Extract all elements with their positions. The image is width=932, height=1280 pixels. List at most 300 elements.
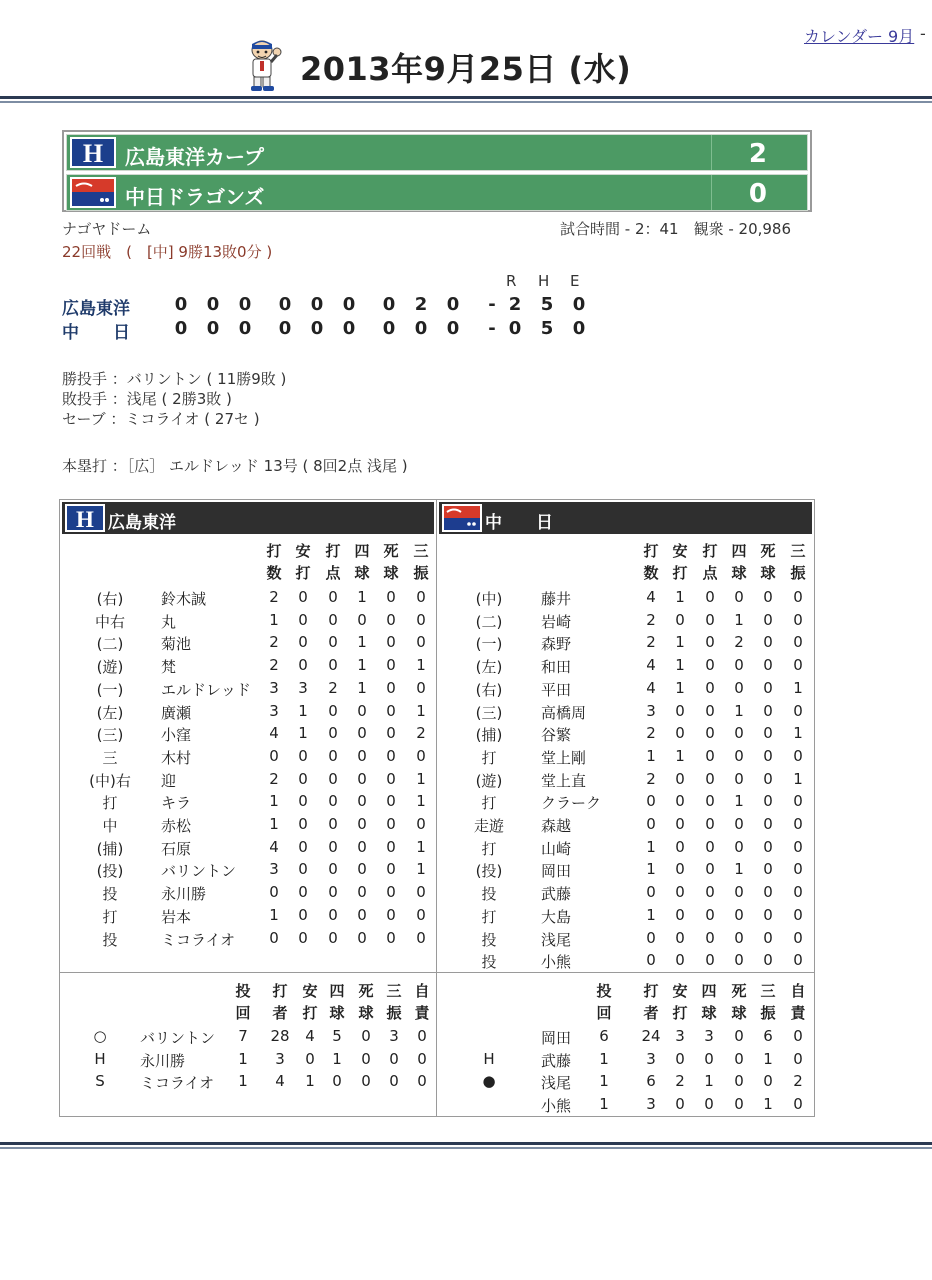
batter-stat: 1 bbox=[357, 678, 367, 697]
pitcher-stat: 3 bbox=[675, 1027, 685, 1045]
batter-stat: 1 bbox=[416, 701, 426, 720]
batter-stat: 0 bbox=[328, 724, 338, 743]
batter-stat: 0 bbox=[328, 701, 338, 720]
batter-stat: 0 bbox=[793, 928, 803, 947]
pitcher-stat: 0 bbox=[734, 1027, 744, 1045]
batter-stat: 1 bbox=[357, 588, 367, 606]
pitch-header: 打 bbox=[272, 982, 288, 1000]
linescore-header-r: R bbox=[506, 272, 517, 290]
batter-stat: 0 bbox=[386, 860, 396, 879]
batter-stat: 0 bbox=[734, 678, 744, 697]
pitcher-stat: 1 bbox=[763, 1049, 773, 1068]
pitcher-stat: 0 bbox=[793, 1049, 803, 1068]
batter-stat: 0 bbox=[705, 905, 715, 924]
pitcher-stat: 1 bbox=[599, 1049, 609, 1068]
batter-stat: 0 bbox=[734, 815, 744, 833]
batter-name: キラ bbox=[161, 794, 192, 813]
batter-stat: 0 bbox=[357, 769, 367, 788]
bat-header: 打 bbox=[266, 542, 282, 560]
pitcher-name: 永川勝 bbox=[140, 1051, 186, 1070]
batter-stat: 1 bbox=[269, 815, 279, 833]
pitcher-stat: 0 bbox=[389, 1072, 399, 1091]
pitcher-name: 岡田 bbox=[541, 1029, 572, 1047]
batter-name: エルドレッド bbox=[161, 680, 251, 699]
batter-stat: 0 bbox=[298, 905, 308, 924]
pitch-header: 投 bbox=[235, 982, 251, 1000]
batter-stat: 1 bbox=[734, 792, 744, 811]
batter-stat: 2 bbox=[646, 610, 656, 629]
batter-name: 迎 bbox=[161, 771, 177, 790]
batter-stat: 0 bbox=[269, 928, 279, 947]
batter-stat: 0 bbox=[763, 860, 773, 879]
bat-header: 安 bbox=[295, 542, 311, 560]
batter-stat: 3 bbox=[298, 678, 308, 697]
linescore-row bbox=[62, 294, 622, 319]
pitcher-stat: 1 bbox=[238, 1049, 248, 1068]
pitcher-stat: 0 bbox=[704, 1049, 714, 1068]
batter-position: (中) bbox=[475, 590, 503, 608]
pitcher-stat: 1 bbox=[599, 1072, 609, 1091]
batter-stat: 0 bbox=[646, 928, 656, 947]
batter-stat: 0 bbox=[763, 610, 773, 629]
batter-position: 投 bbox=[481, 953, 497, 972]
batter-position: (三) bbox=[475, 703, 503, 722]
batter-name: 森野 bbox=[541, 635, 572, 654]
linescore-header-h: H bbox=[538, 272, 550, 290]
pitcher-stat: 0 bbox=[763, 1072, 773, 1091]
calendar-link[interactable]: カレンダー 9月 bbox=[804, 27, 915, 46]
pitcher-name: 武藤 bbox=[541, 1051, 572, 1070]
batter-stat: 0 bbox=[357, 792, 367, 811]
pitch-header: 死 bbox=[731, 982, 747, 1000]
pitch-header: 安 bbox=[672, 982, 688, 1000]
batter-stat: 0 bbox=[386, 928, 396, 947]
batter-stat: 0 bbox=[705, 746, 715, 765]
pitcher-stat: 0 bbox=[793, 1027, 803, 1045]
batter-position: 投 bbox=[481, 885, 497, 904]
batter-stat: 0 bbox=[357, 610, 367, 629]
pitcher-stat: 0 bbox=[417, 1027, 427, 1045]
pitcher-stat: 1 bbox=[238, 1072, 248, 1091]
batter-stat: 0 bbox=[416, 588, 426, 606]
batter-stat: 0 bbox=[675, 769, 685, 788]
batter-stat: 0 bbox=[416, 678, 426, 697]
batter-stat: 0 bbox=[357, 701, 367, 720]
pitcher-stat: 0 bbox=[361, 1072, 371, 1091]
pitch-header: 回 bbox=[596, 1004, 612, 1022]
batter-position: (中)右 bbox=[89, 771, 131, 790]
pitcher-mark: S bbox=[95, 1072, 105, 1091]
batter-stat: 1 bbox=[416, 656, 426, 675]
batter-stat: 1 bbox=[646, 860, 656, 879]
linescore-inning-cell: 0 bbox=[342, 318, 356, 339]
batter-name: 堂上直 bbox=[541, 771, 587, 790]
batter-stat: 1 bbox=[416, 860, 426, 879]
linescore-inning-cell: 2 bbox=[414, 294, 428, 315]
batter-stat: 0 bbox=[328, 746, 338, 765]
team-name-away: 中日ドラゴンズ bbox=[125, 185, 265, 209]
batter-name: 菊池 bbox=[161, 635, 192, 654]
pitcher-stat: 28 bbox=[270, 1027, 290, 1045]
batter-stat: 0 bbox=[763, 746, 773, 765]
box-head-dragons bbox=[439, 502, 812, 534]
pitch-header: 四 bbox=[701, 982, 717, 1000]
venue: ナゴヤドーム bbox=[62, 220, 152, 238]
batter-stat: 4 bbox=[269, 837, 279, 856]
pitcher-mark: ○ bbox=[93, 1027, 107, 1045]
batter-stat: 1 bbox=[646, 837, 656, 856]
batter-stat: 2 bbox=[328, 678, 338, 697]
pitcher-name: ミコライオ bbox=[140, 1074, 215, 1093]
pitcher-stat: 0 bbox=[305, 1049, 315, 1068]
batter-stat: 1 bbox=[298, 724, 308, 743]
batter-stat: 0 bbox=[734, 656, 744, 675]
winning-pitcher: 勝投手 ：バリントン ( 11勝9敗 ) bbox=[62, 370, 287, 388]
pitch-header: 球 bbox=[358, 1004, 374, 1022]
batter-stat: 0 bbox=[705, 837, 715, 856]
batter-stat: 0 bbox=[705, 610, 715, 629]
batter-stat: 0 bbox=[646, 792, 656, 811]
batter-stat: 0 bbox=[298, 860, 308, 879]
batter-stat: 0 bbox=[763, 656, 773, 675]
bat-header: 打 bbox=[325, 542, 341, 560]
svg-text:H: H bbox=[76, 507, 94, 532]
pitch-header: 四 bbox=[329, 982, 345, 1000]
bat-header: 球 bbox=[731, 564, 747, 582]
batter-stat: 0 bbox=[646, 883, 656, 902]
batter-stat: 2 bbox=[269, 633, 279, 652]
pitch-header: 者 bbox=[643, 1004, 659, 1022]
linescore-row bbox=[62, 318, 622, 343]
bat-header: 四 bbox=[354, 542, 370, 560]
pitcher-stat: 1 bbox=[599, 1095, 609, 1114]
pitcher-stat: 0 bbox=[734, 1095, 744, 1114]
pitcher-stat: 0 bbox=[361, 1027, 371, 1045]
score-row-home bbox=[66, 134, 808, 171]
batter-stat: 0 bbox=[646, 815, 656, 833]
batter-stat: 0 bbox=[298, 633, 308, 652]
batter-stat: 1 bbox=[675, 656, 685, 675]
batter-stat: 0 bbox=[357, 837, 367, 856]
batter-stat: 0 bbox=[705, 951, 715, 970]
batter-stat: 0 bbox=[793, 701, 803, 720]
batter-stat: 0 bbox=[298, 746, 308, 765]
batter-position: (一) bbox=[96, 680, 124, 699]
pitching-separator bbox=[437, 972, 814, 973]
batter-stat: 0 bbox=[675, 792, 685, 811]
batter-position: (一) bbox=[475, 635, 503, 654]
box-head-carp bbox=[62, 502, 434, 534]
batter-stat: 0 bbox=[763, 633, 773, 652]
linescore-inning-cell: 0 bbox=[174, 294, 188, 315]
pitcher-stat: 0 bbox=[734, 1049, 744, 1068]
batter-stat: 0 bbox=[675, 928, 685, 947]
batter-stat: 0 bbox=[793, 746, 803, 765]
batter-stat: 0 bbox=[328, 610, 338, 629]
bat-header: 三 bbox=[413, 542, 429, 560]
pitcher-stat: 0 bbox=[793, 1095, 803, 1114]
pitch-header: 球 bbox=[731, 1004, 747, 1022]
pitcher-stat: 0 bbox=[675, 1049, 685, 1068]
batter-stat: 3 bbox=[269, 701, 279, 720]
batter-stat: 4 bbox=[646, 656, 656, 675]
batter-position: 中 bbox=[102, 817, 118, 835]
batter-stat: 0 bbox=[793, 951, 803, 970]
batter-stat: 0 bbox=[298, 588, 308, 606]
batter-stat: 1 bbox=[675, 588, 685, 606]
batter-stat: 0 bbox=[763, 815, 773, 833]
bat-header: 打 bbox=[643, 542, 659, 560]
batter-stat: 0 bbox=[357, 905, 367, 924]
batter-stat: 0 bbox=[675, 610, 685, 629]
score-row-away bbox=[66, 174, 808, 211]
bat-header: 球 bbox=[760, 564, 776, 582]
batter-position: (二) bbox=[96, 635, 124, 654]
linescore-inning-cell: 0 bbox=[238, 318, 252, 339]
batter-stat: 0 bbox=[705, 678, 715, 697]
batter-stat: 0 bbox=[793, 633, 803, 652]
batter-name: 山崎 bbox=[541, 839, 572, 858]
linescore-inning-cell: 0 bbox=[446, 318, 460, 339]
batter-stat: 0 bbox=[386, 792, 396, 811]
pitch-header: 責 bbox=[414, 1004, 430, 1022]
batter-stat: 0 bbox=[675, 724, 685, 743]
batter-name: ミコライオ bbox=[161, 930, 236, 949]
batter-stat: 2 bbox=[734, 633, 744, 652]
batter-stat: 0 bbox=[763, 928, 773, 947]
linescore-team: 中 日 bbox=[62, 323, 130, 343]
batter-stat: 0 bbox=[298, 883, 308, 902]
batter-stat: 0 bbox=[793, 815, 803, 833]
batter-stat: 0 bbox=[675, 951, 685, 970]
batter-stat: 0 bbox=[386, 701, 396, 720]
batter-stat: 0 bbox=[705, 701, 715, 720]
pitch-header: 自 bbox=[790, 982, 806, 1000]
batter-position: (二) bbox=[475, 612, 503, 631]
mascot-icon bbox=[244, 38, 284, 92]
bottom-divider bbox=[0, 1142, 932, 1149]
batter-stat: 0 bbox=[386, 769, 396, 788]
linescore-inning-cell: 0 bbox=[382, 318, 396, 339]
batter-stat: 2 bbox=[646, 633, 656, 652]
batter-stat: 1 bbox=[793, 724, 803, 743]
linescore-inning-cell: 0 bbox=[310, 294, 324, 315]
batter-stat: 0 bbox=[793, 860, 803, 879]
batter-name: バリントン bbox=[161, 862, 237, 881]
linescore-inning-cell: 0 bbox=[414, 318, 428, 339]
batter-position: 打 bbox=[481, 794, 497, 813]
batter-stat: 0 bbox=[298, 769, 308, 788]
batter-stat: 1 bbox=[416, 769, 426, 788]
bat-header: 数 bbox=[266, 564, 282, 582]
pitch-header: 打 bbox=[672, 1004, 688, 1022]
batter-stat: 0 bbox=[416, 746, 426, 765]
pitcher-stat: 1 bbox=[305, 1072, 315, 1091]
batter-stat: 0 bbox=[675, 905, 685, 924]
pitcher-stat: 7 bbox=[238, 1027, 248, 1045]
batter-stat: 2 bbox=[646, 769, 656, 788]
batter-stat: 0 bbox=[734, 588, 744, 606]
batter-position: 中右 bbox=[94, 612, 125, 631]
batter-stat: 1 bbox=[357, 656, 367, 675]
batter-stat: 2 bbox=[269, 769, 279, 788]
pitch-header: 者 bbox=[272, 1004, 288, 1022]
batter-stat: 1 bbox=[416, 792, 426, 811]
bat-header: 安 bbox=[672, 542, 688, 560]
pitcher-stat: 1 bbox=[704, 1072, 714, 1091]
batter-name: 永川勝 bbox=[161, 885, 207, 904]
batter-stat: 0 bbox=[705, 656, 715, 675]
pitcher-stat: 3 bbox=[704, 1027, 714, 1045]
pitcher-stat: 3 bbox=[275, 1049, 285, 1068]
pitcher-name: 浅尾 bbox=[541, 1074, 572, 1093]
batter-position: 投 bbox=[102, 885, 118, 904]
pitcher-mark: H bbox=[94, 1049, 106, 1068]
pitcher-stat: 6 bbox=[646, 1072, 656, 1091]
bat-header: 振 bbox=[790, 564, 806, 582]
batter-stat: 2 bbox=[269, 588, 279, 606]
batter-stat: 0 bbox=[416, 883, 426, 902]
batter-stat: 0 bbox=[328, 588, 338, 606]
batter-stat: 0 bbox=[763, 588, 773, 606]
batter-stat: 0 bbox=[705, 883, 715, 902]
batter-name: 平田 bbox=[541, 680, 572, 699]
pitcher-stat: 3 bbox=[646, 1049, 656, 1068]
batter-stat: 0 bbox=[386, 905, 396, 924]
calendar-dash: - bbox=[920, 24, 926, 43]
batter-stat: 0 bbox=[298, 610, 308, 629]
batter-stat: 0 bbox=[357, 928, 367, 947]
pitcher-stat: 6 bbox=[763, 1027, 773, 1045]
linescore-header-e: E bbox=[570, 272, 580, 290]
batter-name: 岡田 bbox=[541, 862, 572, 881]
batter-stat: 1 bbox=[416, 837, 426, 856]
batter-stat: 0 bbox=[357, 815, 367, 833]
batter-stat: 0 bbox=[328, 905, 338, 924]
batter-stat: 0 bbox=[763, 769, 773, 788]
batter-stat: 0 bbox=[328, 837, 338, 856]
linescore-inning-cell: 0 bbox=[446, 294, 460, 315]
batter-name: 大島 bbox=[541, 907, 572, 926]
batter-name: 小熊 bbox=[541, 953, 572, 972]
pitcher-stat: 0 bbox=[734, 1072, 744, 1091]
pitcher-stat: 2 bbox=[675, 1072, 685, 1091]
linescore-inning-cell: 0 bbox=[278, 318, 292, 339]
batter-stat: 0 bbox=[416, 928, 426, 947]
batter-position: (左) bbox=[96, 703, 124, 722]
pitcher-stat: 24 bbox=[641, 1027, 661, 1045]
batter-stat: 1 bbox=[646, 905, 656, 924]
batter-stat: 0 bbox=[793, 883, 803, 902]
batter-stat: 0 bbox=[793, 792, 803, 811]
page-header bbox=[244, 38, 744, 94]
batter-stat: 1 bbox=[269, 905, 279, 924]
game-time: 試合時間 - 2：41 観衆 - 20,986 bbox=[560, 220, 792, 238]
bat-header: 点 bbox=[325, 564, 341, 582]
batter-stat: 1 bbox=[298, 701, 308, 720]
linescore-rhe-cell: 5 bbox=[540, 318, 554, 339]
bat-header: 点 bbox=[702, 564, 718, 582]
batter-position: (右) bbox=[475, 680, 503, 699]
linescore-inning-cell: 0 bbox=[382, 294, 396, 315]
batter-name: 堂上剛 bbox=[541, 748, 587, 767]
pitching-separator bbox=[60, 972, 436, 973]
batter-stat: 0 bbox=[763, 837, 773, 856]
linescore-inning-cell: 0 bbox=[342, 294, 356, 315]
batter-stat: 0 bbox=[416, 905, 426, 924]
batter-stat: 3 bbox=[269, 678, 279, 697]
linescore-rhe-cell: 5 bbox=[540, 294, 554, 315]
pitch-header: 死 bbox=[358, 982, 374, 1000]
batter-stat: 0 bbox=[675, 860, 685, 879]
batter-name: 森越 bbox=[541, 817, 572, 835]
bat-header: 球 bbox=[383, 564, 399, 582]
pitch-header: 振 bbox=[760, 1004, 776, 1022]
pitch-header: 自 bbox=[414, 982, 430, 1000]
batter-position: 投 bbox=[481, 930, 497, 949]
losing-pitcher: 敗投手 ：浅尾 ( 2勝3敗 ) bbox=[62, 390, 232, 408]
box-title-dragons: 中 日 bbox=[485, 513, 553, 533]
batter-stat: 0 bbox=[386, 815, 396, 833]
batter-position: (投) bbox=[475, 862, 503, 881]
carp-h-logo-icon bbox=[70, 137, 116, 168]
batter-stat: 0 bbox=[298, 837, 308, 856]
box-score-dragons bbox=[436, 499, 815, 1117]
linescore-inning-cell: 0 bbox=[278, 294, 292, 315]
batter-stat: 0 bbox=[734, 724, 744, 743]
batter-stat: 0 bbox=[793, 656, 803, 675]
score-box bbox=[62, 130, 812, 212]
bat-header: 死 bbox=[760, 542, 776, 560]
batter-name: 木村 bbox=[161, 748, 192, 767]
batter-stat: 0 bbox=[763, 724, 773, 743]
batter-stat: 0 bbox=[705, 860, 715, 879]
batter-stat: 0 bbox=[386, 724, 396, 743]
pitcher-stat: 6 bbox=[599, 1027, 609, 1045]
batter-stat: 0 bbox=[328, 928, 338, 947]
batter-name: 赤松 bbox=[161, 817, 192, 835]
batter-stat: 0 bbox=[357, 746, 367, 765]
batter-position: 投 bbox=[102, 930, 118, 949]
batter-stat: 0 bbox=[705, 769, 715, 788]
batter-stat: 0 bbox=[763, 905, 773, 924]
batter-stat: 0 bbox=[763, 951, 773, 970]
batter-stat: 1 bbox=[646, 746, 656, 765]
batter-stat: 0 bbox=[675, 815, 685, 833]
batter-stat: 0 bbox=[763, 883, 773, 902]
box-title-carp: 広島東洋 bbox=[108, 513, 176, 533]
pitcher-stat: 2 bbox=[793, 1072, 803, 1091]
bat-header: 球 bbox=[354, 564, 370, 582]
box-score-carp bbox=[59, 499, 437, 1117]
batter-position: (遊) bbox=[475, 771, 503, 790]
batter-stat: 1 bbox=[734, 610, 744, 629]
pitch-header: 回 bbox=[235, 1004, 251, 1022]
pitch-header: 振 bbox=[386, 1004, 402, 1022]
batter-stat: 0 bbox=[793, 837, 803, 856]
batter-stat: 0 bbox=[675, 701, 685, 720]
batter-stat: 1 bbox=[269, 792, 279, 811]
batter-stat: 0 bbox=[793, 905, 803, 924]
batter-stat: 0 bbox=[734, 905, 744, 924]
batter-stat: 0 bbox=[298, 792, 308, 811]
batter-stat: 0 bbox=[734, 837, 744, 856]
pitch-header: 責 bbox=[790, 1004, 806, 1022]
batter-stat: 0 bbox=[793, 610, 803, 629]
pitcher-stat: 0 bbox=[361, 1049, 371, 1068]
team-name-home: 広島東洋カープ bbox=[125, 145, 264, 169]
batter-stat: 0 bbox=[328, 860, 338, 879]
